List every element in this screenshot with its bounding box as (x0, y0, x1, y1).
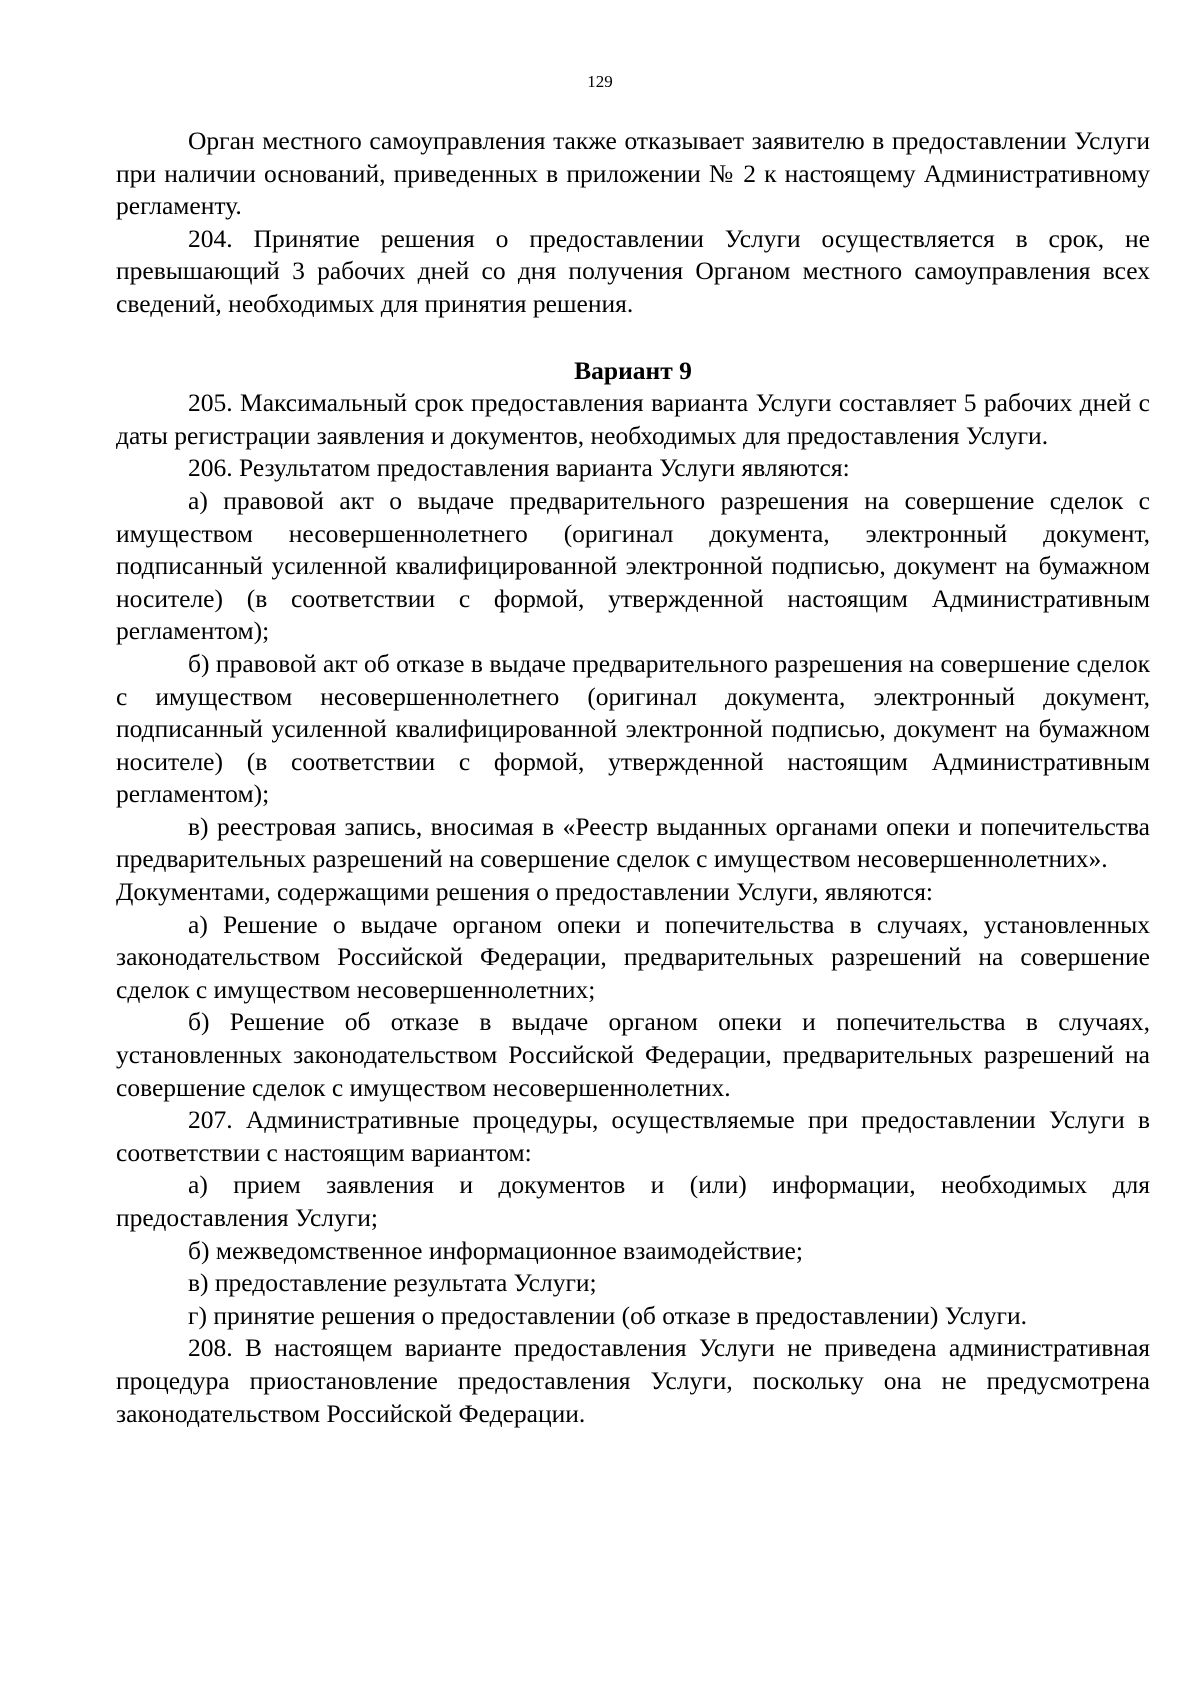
paragraph-refusal-grounds: Орган местного самоуправления также отказывает заявителю в предоставлении Услуги при наличии оснований, приведенных в приложении № 2 к настоящему Административному регламенту. (116, 126, 1150, 221)
paragraph-207: 207. Административные процедуры, осуществляемые при предоставлении Услуги в соответствии с настоящим вариантом: (116, 1105, 1150, 1167)
paragraph-204: 204. Принятие решения о предоставлении Услуги осуществляется в срок, не превышающий 3 рабочих дней со дня получения Органом местного самоуправления всех сведений, необходимых для принятия решения. (116, 223, 1150, 318)
paragraph-205: 205. Максимальный срок предоставления варианта Услуги составляет 5 рабочих дней с даты регистрации заявления и документов, необходимых для предоставления Услуги. (116, 388, 1150, 450)
paragraph-documents-intro: Документами, содержащими решения о предоставлении Услуги, являются: (116, 877, 934, 907)
page-number: 129 (587, 72, 613, 91)
section-heading-variant-9: Вариант 9 (574, 355, 692, 385)
paragraph-206: 206. Результатом предоставления варианта Услуги являются: (188, 453, 850, 483)
paragraph-207-b: б) межведомственное информационное взаимодействие; (188, 1235, 803, 1265)
paragraph-207-a: а) прием заявления и документов и (или) информации, необходимых для предоставления Услуги; (116, 1170, 1150, 1232)
paragraph-206-v: в) реестровая запись, вносимая в «Реестр выданных органами опеки и попечительства предварительных разрешений на совершение сделок с имуществом несовершеннолетних». (116, 811, 1150, 874)
paragraph-documents-a: а) Решение о выдаче органом опеки и попечительства в случаях, установленных законодательством Российской Федерации, предварительных разрешений на совершение сделок с имуществом несовершеннолетних; (116, 909, 1150, 1004)
paragraph-206-a: а) правовой акт о выдаче предварительного разрешения на совершение сделок с имуществом несовершеннолетнего (оригинал документа, электронный документ, подписанный усиленной квалифицированной электронной подписью, документ на бумажном носителе) (в соответствии с формой, утвержденной настоящим Административным регламентом); (116, 485, 1150, 646)
paragraph-208: 208. В настоящем варианте предоставления Услуги не приведена административная процедура приостановление предоставления Услуги, поскольку она не предусмотрена законодательством Российской Федерации. (116, 1333, 1150, 1428)
paragraph-207-g: г) принятие решения о предоставлении (об отказе в предоставлении) Услуги. (188, 1300, 1027, 1330)
paragraph-documents-b: б) Решение об отказе в выдаче органом опеки и попечительства в случаях, установленных законодательством Российской Федерации, предварительных разрешений на совершение сделок с имуществом несовершеннолетних. (116, 1007, 1150, 1102)
document-body (116, 125, 1150, 1430)
paragraph-206-b: б) правовой акт об отказе в выдаче предварительного разрешения на совершение сделок с имуществом несовершеннолетнего (оригинал документа, электронный документ, подписанный усиленной квалифицированной электронной подписью, документ на бумажном носителе) (в соответствии с формой, утвержденной настоящим Административным регламентом); (116, 648, 1150, 809)
paragraph-207-v: в) предоставление результата Услуги; (188, 1268, 597, 1298)
